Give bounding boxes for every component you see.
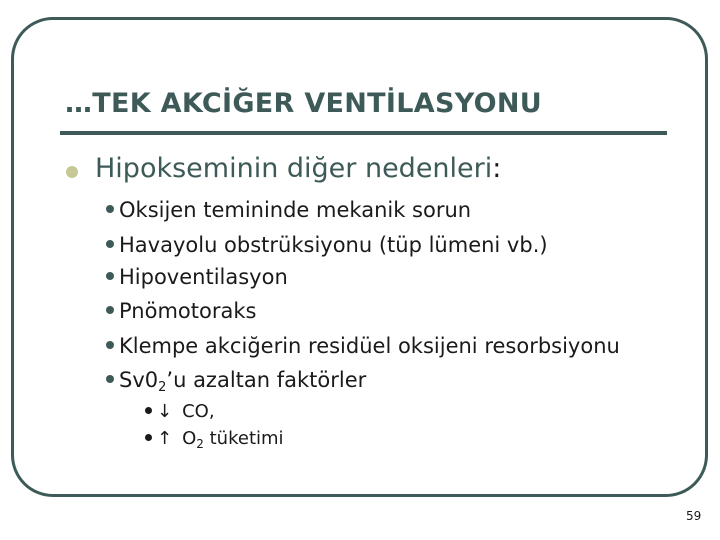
sub-item <box>106 235 548 256</box>
sub-item <box>106 301 256 322</box>
bullet-dot <box>145 407 152 414</box>
factor-label: CO, <box>182 401 215 422</box>
sub-item-label: Oksijen temininde mekanik sorun <box>119 198 472 222</box>
sub-item <box>106 267 288 288</box>
bullet-dot <box>106 272 114 280</box>
factor-suffix: tüketimi <box>203 428 284 449</box>
sv-suffix: ’u azaltan faktörler <box>166 368 367 392</box>
sv-item <box>106 368 367 395</box>
main-bullet-colon: : <box>492 153 502 184</box>
factor-prefix: O <box>182 428 197 449</box>
bullet-dot <box>106 306 114 314</box>
factor-item <box>145 403 215 421</box>
main-bullet-label: Hipokseminin diğer nedenleri <box>95 153 493 184</box>
sub-item-label: Klempe akciğerin residüel oksijeni resorbsiyonu <box>119 334 620 358</box>
main-bullet-dot <box>66 166 78 178</box>
bullet-dot <box>106 205 114 213</box>
sub-item-label: Pnömotoraks <box>119 299 257 323</box>
bullet-dot <box>106 341 114 349</box>
factor-subscript: 2 <box>196 437 204 451</box>
down-arrow-icon: ↓ <box>157 401 173 422</box>
sub-item-label: Havayolu obstrüksiyonu (tüp lümeni vb.) <box>119 233 548 257</box>
up-arrow-icon: ↑ <box>157 428 173 449</box>
factor-item <box>145 428 284 451</box>
sv-prefix: Sv0 <box>119 368 159 392</box>
bullet-dot <box>106 375 114 383</box>
main-bullet-text <box>95 153 501 184</box>
title-underline <box>60 131 667 135</box>
page-number: 59 <box>686 509 702 523</box>
sv-subscript: 2 <box>158 380 167 395</box>
bullet-dot <box>106 240 114 248</box>
sub-item <box>106 200 471 221</box>
bullet-dot <box>145 434 152 441</box>
slide-title: …TEK AKCİĞER VENTİLASYONU <box>65 88 542 119</box>
sub-item <box>106 336 620 357</box>
sub-item-label: Hipoventilasyon <box>119 265 288 289</box>
